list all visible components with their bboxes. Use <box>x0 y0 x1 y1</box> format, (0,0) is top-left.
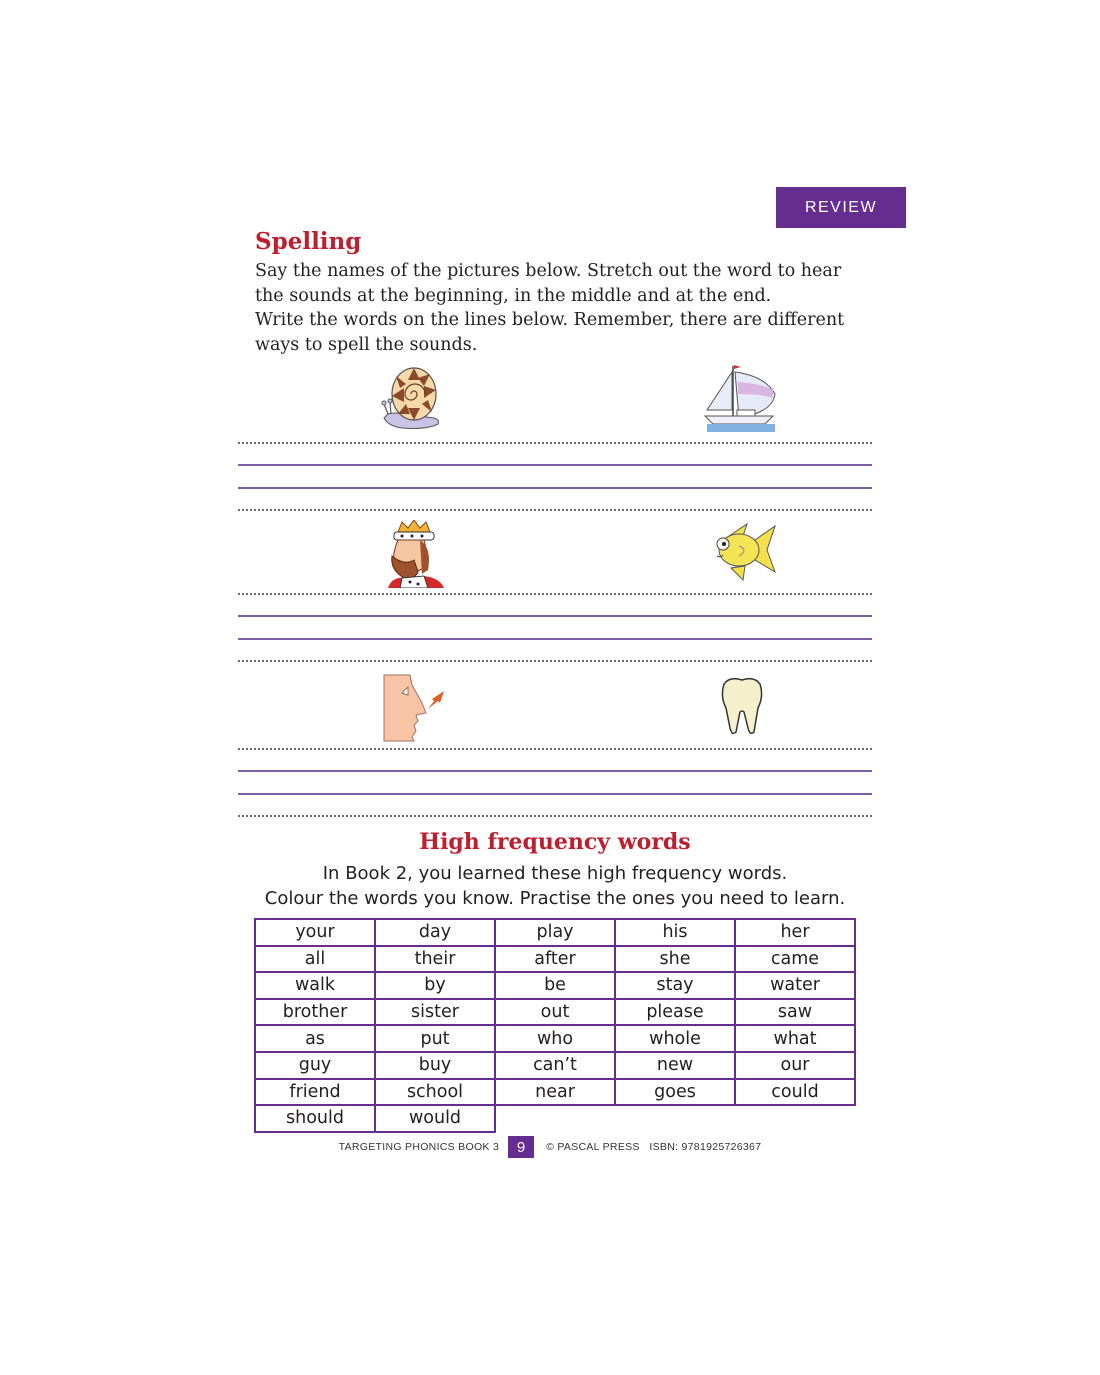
instruction-line: the sounds at the beginning, in the middle and at the end. <box>255 285 772 306</box>
word-cell[interactable]: brother <box>255 999 375 1026</box>
table-row <box>255 1052 855 1079</box>
word-cell[interactable]: stay <box>615 972 735 999</box>
sailboat-icon <box>703 362 779 434</box>
instruction-line: ways to spell the sounds. <box>255 334 478 355</box>
table-row <box>255 1079 855 1106</box>
table-row <box>255 1105 855 1132</box>
word-cell[interactable]: her <box>735 919 855 946</box>
word-cell[interactable]: play <box>495 919 615 946</box>
writing-line[interactable] <box>238 464 872 466</box>
tooth-icon <box>720 676 764 738</box>
spelling-instructions <box>255 259 895 357</box>
word-cell[interactable]: their <box>375 946 495 973</box>
word-cell[interactable]: your <box>255 919 375 946</box>
word-cell[interactable]: friend <box>255 1079 375 1106</box>
high-frequency-word-table <box>254 918 856 1133</box>
page-number: 9 <box>508 1136 534 1158</box>
word-cell[interactable]: near <box>495 1079 615 1106</box>
word-cell[interactable]: sister <box>375 999 495 1026</box>
word-cell[interactable]: after <box>495 946 615 973</box>
book-title: TARGETING PHONICS BOOK 3 <box>338 1141 500 1153</box>
word-cell[interactable]: came <box>735 946 855 973</box>
empty-cell <box>735 1105 855 1132</box>
empty-cell <box>495 1105 615 1132</box>
table-row <box>255 1025 855 1052</box>
snail-icon <box>378 366 450 434</box>
word-cell[interactable]: saw <box>735 999 855 1026</box>
word-cell[interactable]: who <box>495 1025 615 1052</box>
page-footer <box>0 1136 1100 1158</box>
hfw-instruction-line: Colour the words you know. Practise the ones you need to learn. <box>264 888 846 909</box>
instruction-line: Write the words on the lines below. Remember, there are different <box>255 310 845 330</box>
writing-line[interactable] <box>238 615 872 617</box>
review-label: REVIEW <box>804 198 878 216</box>
guide-line-top <box>238 442 872 444</box>
word-cell[interactable]: out <box>495 999 615 1026</box>
table-row <box>255 972 855 999</box>
copyright-isbn: © PASCAL PRESS ISBN: 9781925726367 <box>546 1141 762 1153</box>
guide-line-bottom <box>238 660 872 662</box>
writing-line[interactable] <box>238 770 872 772</box>
writing-line[interactable] <box>238 638 872 640</box>
table-row <box>255 999 855 1026</box>
guide-line-top <box>238 748 872 750</box>
empty-cell <box>615 1105 735 1132</box>
word-cell[interactable]: school <box>375 1079 495 1106</box>
word-cell[interactable]: new <box>615 1052 735 1079</box>
word-cell[interactable]: goes <box>615 1079 735 1106</box>
hfw-instruction-line: In Book 2, you learned these high frequency words. <box>322 863 788 884</box>
word-cell[interactable]: please <box>615 999 735 1026</box>
word-cell[interactable]: put <box>375 1025 495 1052</box>
word-cell[interactable]: his <box>615 919 735 946</box>
review-badge <box>776 187 906 228</box>
word-cell[interactable]: be <box>495 972 615 999</box>
word-cell[interactable]: she <box>615 946 735 973</box>
word-cell[interactable]: water <box>735 972 855 999</box>
king-icon <box>384 520 446 588</box>
guide-line-bottom <box>238 815 872 817</box>
guide-line-top <box>238 593 872 595</box>
word-cell[interactable]: our <box>735 1052 855 1079</box>
word-cell[interactable]: should <box>255 1105 375 1132</box>
word-cell[interactable]: would <box>375 1105 495 1132</box>
spelling-heading: Spelling <box>255 228 362 255</box>
table-row <box>255 946 855 973</box>
word-cell[interactable]: guy <box>255 1052 375 1079</box>
word-cell[interactable]: whole <box>615 1025 735 1052</box>
word-cell[interactable]: buy <box>375 1052 495 1079</box>
nose-icon <box>382 673 450 743</box>
writing-line[interactable] <box>238 793 872 795</box>
word-cell[interactable]: walk <box>255 972 375 999</box>
word-cell[interactable]: could <box>735 1079 855 1106</box>
word-cell[interactable]: day <box>375 919 495 946</box>
word-cell[interactable]: all <box>255 946 375 973</box>
fish-icon <box>709 522 777 582</box>
word-cell[interactable]: can’t <box>495 1052 615 1079</box>
table-row <box>255 919 855 946</box>
high-frequency-heading: High frequency words <box>419 829 691 855</box>
instruction-line: Say the names of the pictures below. Stretch out the word to hear <box>255 261 842 281</box>
guide-line-bottom <box>238 509 872 511</box>
writing-line[interactable] <box>238 487 872 489</box>
word-cell[interactable]: what <box>735 1025 855 1052</box>
word-cell[interactable]: by <box>375 972 495 999</box>
word-cell[interactable]: as <box>255 1025 375 1052</box>
